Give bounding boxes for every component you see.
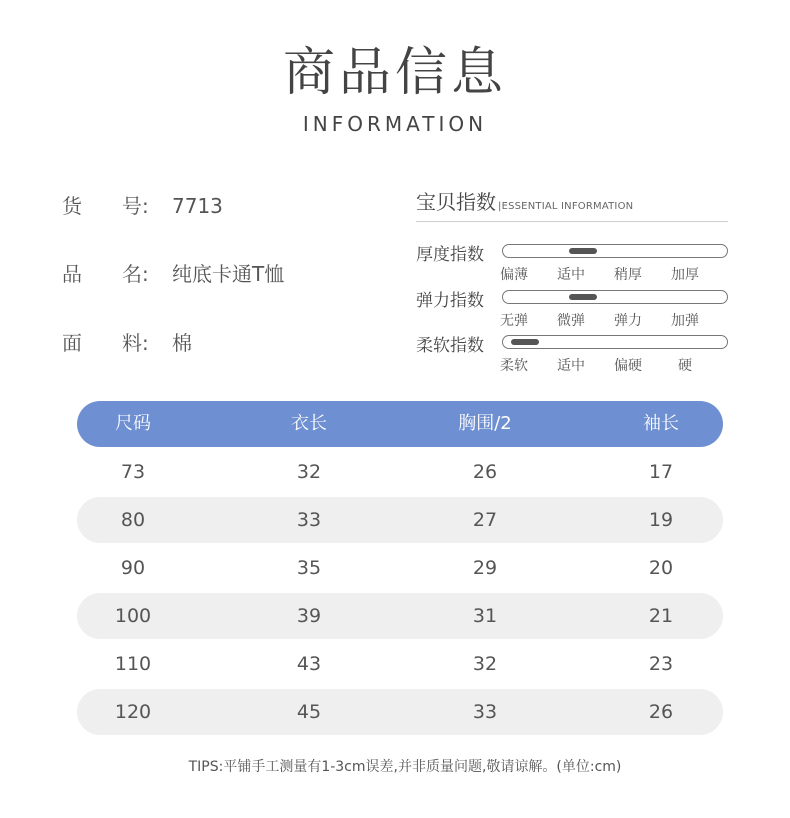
metric-ticks xyxy=(502,355,732,373)
item-number-label-b: 号: xyxy=(122,194,149,218)
table-cell: 100 xyxy=(114,605,152,627)
metric-knob xyxy=(569,248,597,254)
metric-tick: 稍厚 xyxy=(614,267,642,283)
item-number-value: 7713 xyxy=(172,194,223,218)
table-cell: 27 xyxy=(472,509,498,531)
fabric-label-a: 面 xyxy=(62,331,82,355)
table-cell: 120 xyxy=(114,701,152,723)
metric-label: 柔软指数 xyxy=(416,336,484,356)
table-cell: 35 xyxy=(296,557,322,579)
size-table xyxy=(77,401,723,735)
table-cell: 31 xyxy=(472,605,498,627)
metric-label: 厚度指数 xyxy=(416,245,484,265)
index-panel-title: 宝贝指数 xyxy=(416,190,496,214)
product-name-label-b: 名: xyxy=(122,262,149,286)
table-cell: 26 xyxy=(472,461,498,483)
metric-tick: 偏薄 xyxy=(500,267,528,283)
page-title: 商品信息 xyxy=(282,43,507,103)
table-cell: 45 xyxy=(296,701,322,723)
metric-ticks xyxy=(502,310,732,328)
product-name-value: 纯底卡通T恤 xyxy=(172,262,285,286)
table-header xyxy=(77,401,723,447)
table-row xyxy=(77,449,723,495)
metric-knob xyxy=(569,294,597,300)
metric-tick: 硬 xyxy=(678,358,692,374)
item-number-label-a: 货 xyxy=(62,194,82,218)
metric-tick: 微弹 xyxy=(557,313,585,329)
fabric-value: 棉 xyxy=(172,331,192,355)
fabric-label-b: 料: xyxy=(122,331,149,355)
metric-track xyxy=(502,290,728,304)
metric-ticks xyxy=(502,264,732,282)
table-cell: 80 xyxy=(120,509,146,531)
table-row xyxy=(77,497,723,543)
tips-note: TIPS:平铺手工测量有1-3cm误差,并非质量问题,敬请谅解。(单位:cm) xyxy=(188,759,622,775)
column-header-sleeve: 袖长 xyxy=(643,413,679,434)
metric-tick: 无弹 xyxy=(500,313,528,329)
metric-tick: 适中 xyxy=(557,267,585,283)
metric-tick: 加厚 xyxy=(671,267,699,283)
table-cell: 26 xyxy=(648,701,674,723)
info-item-number xyxy=(62,190,223,219)
metric-tick: 弹力 xyxy=(614,313,642,329)
table-cell: 33 xyxy=(472,701,498,723)
metric-tick: 偏硬 xyxy=(614,358,642,374)
table-row xyxy=(77,689,723,735)
table-cell: 90 xyxy=(120,557,146,579)
table-cell: 19 xyxy=(648,509,674,531)
table-row xyxy=(77,545,723,591)
table-cell: 39 xyxy=(296,605,322,627)
column-header-half-chest: 胸围/2 xyxy=(458,413,512,434)
table-cell: 29 xyxy=(472,557,498,579)
metric-tick: 加弹 xyxy=(671,313,699,329)
metric-track xyxy=(502,244,728,258)
table-cell: 23 xyxy=(648,653,674,675)
column-header-length: 衣长 xyxy=(291,413,327,434)
table-cell: 73 xyxy=(120,461,146,483)
table-row xyxy=(77,641,723,687)
index-panel-subtitle: |ESSENTIAL INFORMATION xyxy=(498,201,634,212)
index-panel-header xyxy=(416,186,728,222)
info-product-name xyxy=(62,258,284,287)
table-cell: 32 xyxy=(472,653,498,675)
table-cell: 20 xyxy=(648,557,674,579)
page-subtitle: INFORMATION xyxy=(302,112,488,136)
metric-tick: 适中 xyxy=(557,358,585,374)
table-cell: 33 xyxy=(296,509,322,531)
table-cell: 110 xyxy=(114,653,152,675)
info-fabric xyxy=(62,327,192,356)
metric-label: 弹力指数 xyxy=(416,291,484,311)
metric-tick: 柔软 xyxy=(500,358,528,374)
table-cell: 21 xyxy=(648,605,674,627)
metric-track xyxy=(502,335,728,349)
table-row xyxy=(77,593,723,639)
table-cell: 32 xyxy=(296,461,322,483)
table-cell: 43 xyxy=(296,653,322,675)
product-name-label-a: 品 xyxy=(62,262,82,286)
metric-knob xyxy=(511,339,539,345)
column-header-size: 尺码 xyxy=(115,413,151,434)
table-cell: 17 xyxy=(648,461,674,483)
